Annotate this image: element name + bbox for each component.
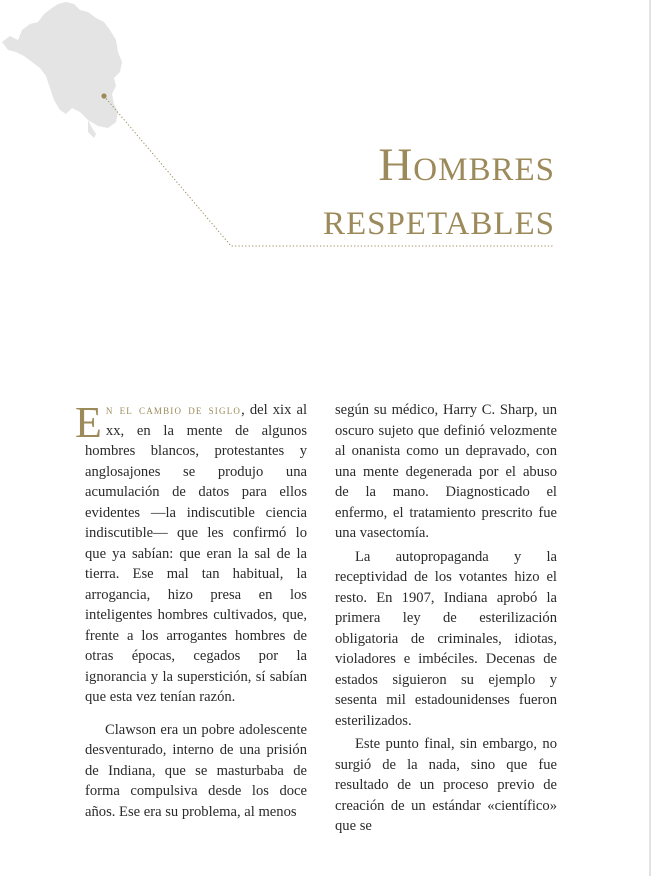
title-line-1: Hombres <box>378 139 555 191</box>
lead-in-caps: n el cambio de siglo <box>105 402 242 417</box>
title-line-2: respetables <box>322 193 555 245</box>
text-column-right <box>335 400 557 837</box>
paragraph-4: Este punto final, sin embargo, no surgió de la nada, sino que fue resultado de un proceso previo de creación de un estándar «científico» que se <box>335 736 557 834</box>
paragraph-2-continued: según su médico, Harry C. Sharp, un oscuro sujeto que definió velozmente al onanista como un depravado, con una mente degenerada por el abuso de la mano. Diagnosticado el enfermo, el tratamiento prescrito fue una vasectomía. <box>335 402 557 541</box>
chapter-title <box>323 138 555 246</box>
dropcap: E <box>75 398 102 447</box>
paragraph-3: La autopropaganda y la receptividad de los votantes hizo el resto. En 1907, Indiana aprobó la primera ley de esterilización obligatoria de criminales, idiotas, violadores e imbéciles. Decenas de estados siguieron su ejemplo y sesenta mil estadounidenses fueron esterilizados. <box>335 548 557 729</box>
text-column-left <box>75 398 307 822</box>
paragraph-2: Clawson era un pobre adolescente desventurado, interno de una prisión de Indiana, que se masturbaba de forma compulsiva desde los doce años. Ese era su problema, al menos <box>85 721 307 820</box>
paragraph-1 <box>75 398 307 708</box>
paragraph-1-text: , del xix al xx, en la mente de algunos hombres blancos, protestantes y anglosajones se produjo una acumulación de datos para ellos evidentes —la indiscutible ciencia indiscutible— que les confirmó lo que ya sabían: que eran la sal de la tierra. Ese mal tan habitual, la arrogancia, hizo presa en los inteligentes hombres cultivados, que, frente a los arrogantes hombres de otras épocas, cegados por la ignorancia y la superstición, sí sabían que esta vez tenían razón. <box>85 402 307 705</box>
